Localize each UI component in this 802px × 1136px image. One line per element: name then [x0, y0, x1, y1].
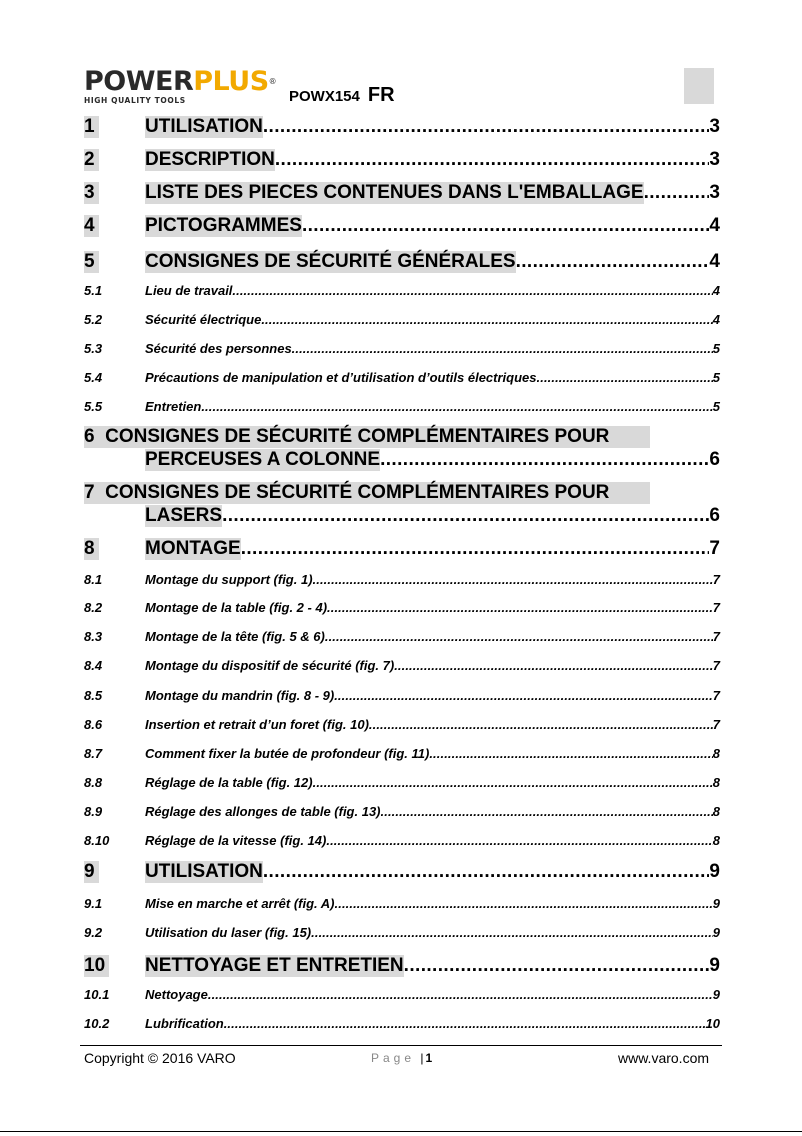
toc-entry-8-3[interactable] — [84, 629, 720, 647]
toc-entry-title: Entretien — [145, 399, 202, 414]
toc-dot-leader — [516, 251, 710, 273]
toc-entry-5-5[interactable] — [84, 399, 720, 417]
toc-entry-page: 10 — [705, 1016, 720, 1031]
model-header — [289, 84, 395, 107]
toc-entry-5-2[interactable] — [84, 312, 720, 330]
toc-dot-leader — [263, 116, 710, 138]
toc-entry-title: Précautions de manipulation et d’utilisation d’outils électriques — [145, 370, 537, 385]
model-number: POWX154 — [289, 88, 360, 105]
toc-entry-10[interactable] — [84, 955, 720, 979]
toc-entry-8-9[interactable] — [84, 804, 720, 822]
footer-page-indicator — [371, 1051, 432, 1065]
toc-dot-leader — [275, 149, 710, 171]
toc-entry-number: 10.2 — [84, 1016, 110, 1031]
toc-entry-page: 7 — [712, 688, 720, 703]
toc-entry-title: Mise en marche et arrêt (fig. A) — [145, 896, 335, 911]
toc-entry-title: Montage du dispositif de sécurité (fig. 7) — [145, 658, 395, 673]
toc-entry-page: 3 — [709, 149, 720, 170]
toc-entry-number: 1 — [84, 116, 99, 138]
toc-dot-leader — [644, 182, 710, 204]
page-label: Page — [371, 1051, 416, 1065]
toc-entry-number: 2 — [84, 149, 99, 171]
toc-entry-8[interactable] — [84, 538, 720, 562]
toc-entry-title: Réglage des allonges de table (fig. 13) — [145, 804, 381, 819]
toc-entry-8-5[interactable] — [84, 688, 720, 706]
toc-entry-page: 4 — [712, 312, 720, 327]
toc-entry-number: 5.2 — [84, 312, 103, 327]
toc-entry-8-6[interactable] — [84, 717, 720, 735]
toc-entry-page: 3 — [709, 182, 720, 203]
page-number: 1 — [425, 1051, 433, 1065]
toc-dot-leader — [334, 688, 713, 703]
toc-entry-number: 8 — [84, 538, 99, 560]
toc-entry-4[interactable] — [84, 215, 720, 239]
toc-entry-5[interactable] — [84, 251, 720, 275]
toc-dot-leader — [313, 572, 713, 587]
toc-entry-title: CONSIGNES DE SÉCURITÉ COMPLÉMENTAIRES POUR — [105, 426, 610, 447]
toc-entry-number: 7 — [84, 482, 95, 503]
toc-entry-8-4[interactable] — [84, 658, 720, 676]
toc-entry-title: Montage de la tête (fig. 5 & 6) — [145, 629, 325, 644]
language-code: FR — [367, 84, 395, 106]
toc-entry-8-10[interactable] — [84, 833, 720, 851]
toc-entry-title: Réglage de la vitesse (fig. 14) — [145, 833, 327, 848]
toc-entry-5-3[interactable] — [84, 341, 720, 359]
toc-entry-number: 4 — [84, 215, 99, 237]
toc-dot-leader — [313, 775, 713, 790]
toc-entry-10-1[interactable] — [84, 987, 720, 1005]
toc-entry-2[interactable] — [84, 149, 720, 173]
toc-dot-leader — [381, 804, 713, 819]
toc-entry-page: 9 — [709, 955, 720, 976]
logo-registered-mark: ® — [268, 77, 277, 86]
toc-entry-title: Insertion et retrait d’un foret (fig. 10) — [145, 717, 369, 732]
toc-entry-page: 3 — [709, 116, 720, 137]
toc-dot-leader — [302, 215, 709, 237]
toc-dot-leader — [325, 629, 713, 644]
toc-entry-6[interactable] — [84, 426, 720, 474]
toc-dot-leader — [261, 312, 712, 327]
toc-dot-leader — [208, 987, 713, 1002]
toc-entry-page: 8 — [712, 833, 720, 848]
toc-entry-5-4[interactable] — [84, 370, 720, 388]
toc-entry-number: 8.1 — [84, 572, 103, 587]
toc-entry-number: 8.5 — [84, 688, 103, 703]
toc-entry-title: UTILISATION — [145, 861, 263, 882]
toc-entry-number: 9.2 — [84, 925, 103, 940]
toc-entry-title: Sécurité électrique — [145, 312, 262, 327]
toc-dot-leader — [335, 896, 713, 911]
page-bottom-edge — [0, 1131, 802, 1132]
toc-entry-number: 5.4 — [84, 370, 103, 385]
toc-entry-number: 10 — [84, 955, 109, 977]
toc-entry-number: 8.6 — [84, 717, 103, 732]
toc-entry-page: 7 — [712, 717, 720, 732]
toc-entry-title-line1 — [84, 482, 650, 504]
toc-entry-5-1[interactable] — [84, 283, 720, 301]
toc-entry-title: NETTOYAGE ET ENTRETIEN — [145, 955, 404, 976]
toc-entry-number: 5.1 — [84, 283, 103, 298]
toc-dot-leader — [429, 746, 712, 761]
toc-entry-page: 6 — [709, 449, 720, 470]
toc-entry-page: 9 — [712, 896, 720, 911]
toc-entry-page: 9 — [709, 861, 720, 882]
toc-entry-page: 7 — [712, 572, 720, 587]
toc-entry-title: Nettoyage — [145, 987, 208, 1002]
toc-entry-page: 5 — [712, 341, 720, 356]
toc-dot-leader — [241, 538, 710, 560]
toc-entry-page: 4 — [709, 251, 720, 272]
toc-entry-number: 8.2 — [84, 600, 103, 615]
toc-dot-leader — [327, 600, 713, 615]
toc-entry-page: 5 — [712, 399, 720, 414]
toc-entry-title-line2: PERCEUSES A COLONNE — [145, 449, 381, 470]
toc-entry-title: Utilisation du laser (fig. 15) — [145, 925, 312, 940]
toc-entry-page: 4 — [712, 283, 720, 298]
toc-entry-title: Comment fixer la butée de profondeur (fig. 11) — [145, 746, 430, 761]
toc-entry-title: PICTOGRAMMES — [145, 215, 302, 236]
toc-dot-leader — [224, 1016, 706, 1031]
toc-dot-leader — [201, 399, 712, 414]
toc-entry-page: 9 — [712, 925, 720, 940]
toc-entry-number: 6 — [84, 426, 95, 447]
toc-entry-8-8[interactable] — [84, 775, 720, 793]
toc-entry-title-line2: LASERS — [145, 505, 223, 526]
toc-entry-8-7[interactable] — [84, 746, 720, 764]
toc-entry-number: 9 — [84, 861, 99, 883]
toc-entry-8-2[interactable] — [84, 600, 720, 618]
toc-entry-9[interactable] — [84, 861, 720, 885]
toc-dot-leader — [292, 341, 713, 356]
toc-entry-number: 5 — [84, 251, 99, 273]
toc-entry-page: 6 — [709, 505, 720, 526]
toc-entry-title: MONTAGE — [145, 538, 241, 559]
toc-entry-title: UTILISATION — [145, 116, 263, 137]
toc-dot-leader — [232, 283, 712, 298]
toc-dot-leader — [394, 658, 713, 673]
toc-entry-title: Réglage de la table (fig. 12) — [145, 775, 313, 790]
toc-dot-leader — [326, 833, 712, 848]
footer-website: www.varo.com — [618, 1050, 710, 1066]
footer-copyright: Copyright © 2016 VARO — [84, 1050, 236, 1066]
toc-entry-number: 8.8 — [84, 775, 103, 790]
toc-entry-title: Lieu de travail — [145, 283, 233, 298]
toc-entry-10-2[interactable] — [84, 1016, 720, 1034]
toc-entry-number: 5.5 — [84, 399, 103, 414]
toc-entry-title: Montage de la table (fig. 2 - 4) — [145, 600, 328, 615]
toc-entry-title: DESCRIPTION — [145, 149, 275, 170]
toc-dot-leader — [537, 370, 713, 385]
toc-entry-title: LISTE DES PIECES CONTENUES DANS L'EMBALLAGE — [145, 182, 644, 203]
toc-dot-leader — [369, 717, 713, 732]
toc-entry-number: 9.1 — [84, 896, 103, 911]
toc-entry-9-2[interactable] — [84, 925, 720, 943]
toc-entry-title: Montage du support (fig. 1) — [145, 572, 313, 587]
toc-entry-1[interactable] — [84, 116, 720, 140]
toc-entry-page: 5 — [712, 370, 720, 385]
page-separator: | — [420, 1051, 424, 1065]
toc-dot-leader — [263, 861, 710, 883]
toc-entry-title: Montage du mandrin (fig. 8 - 9) — [145, 688, 335, 703]
toc-entry-title-line1 — [84, 426, 650, 448]
toc-dot-leader — [404, 955, 710, 977]
toc-dot-leader — [311, 925, 713, 940]
toc-entry-number: 8.4 — [84, 658, 103, 673]
logo-plus: PLUS — [193, 66, 269, 97]
toc-entry-title: CONSIGNES DE SÉCURITÉ COMPLÉMENTAIRES POUR — [105, 482, 610, 503]
toc-entry-page: 9 — [712, 987, 720, 1002]
toc-entry-page: 7 — [712, 600, 720, 615]
toc-entry-number: 10.1 — [84, 987, 110, 1002]
toc-entry-page: 7 — [709, 538, 720, 559]
toc-dot-leader — [380, 449, 709, 471]
toc-entry-title: Sécurité des personnes — [145, 341, 292, 356]
toc-entry-title: CONSIGNES DE SÉCURITÉ GÉNÉRALES — [145, 251, 516, 272]
toc-entry-page: 4 — [709, 215, 720, 236]
toc-entry-page: 7 — [712, 658, 720, 673]
toc-entry-title: Lubrification — [145, 1016, 224, 1031]
toc-entry-page: 8 — [712, 804, 720, 819]
toc-entry-number: 8.10 — [84, 833, 110, 848]
toc-entry-9-1[interactable] — [84, 896, 720, 914]
toc-entry-number: 8.9 — [84, 804, 103, 819]
toc-entry-3[interactable] — [84, 182, 720, 206]
logo-wordmark — [84, 66, 277, 97]
toc-entry-page: 8 — [712, 775, 720, 790]
powerplus-logo — [84, 66, 277, 105]
footer-divider — [80, 1045, 722, 1046]
toc-entry-page: 8 — [712, 746, 720, 761]
logo-power: POWER — [84, 66, 194, 97]
toc-entry-number: 3 — [84, 182, 99, 204]
toc-entry-number: 8.7 — [84, 746, 103, 761]
toc-entry-8-1[interactable] — [84, 572, 720, 590]
toc-entry-7[interactable] — [84, 482, 720, 530]
toc-dot-leader — [222, 505, 709, 527]
logo-tagline: HIGH QUALITY TOOLS — [84, 96, 186, 105]
toc-entry-number: 5.3 — [84, 341, 103, 356]
toc-entry-number: 8.3 — [84, 629, 103, 644]
toc-entry-page: 7 — [712, 629, 720, 644]
corner-tab-marker — [684, 68, 714, 104]
